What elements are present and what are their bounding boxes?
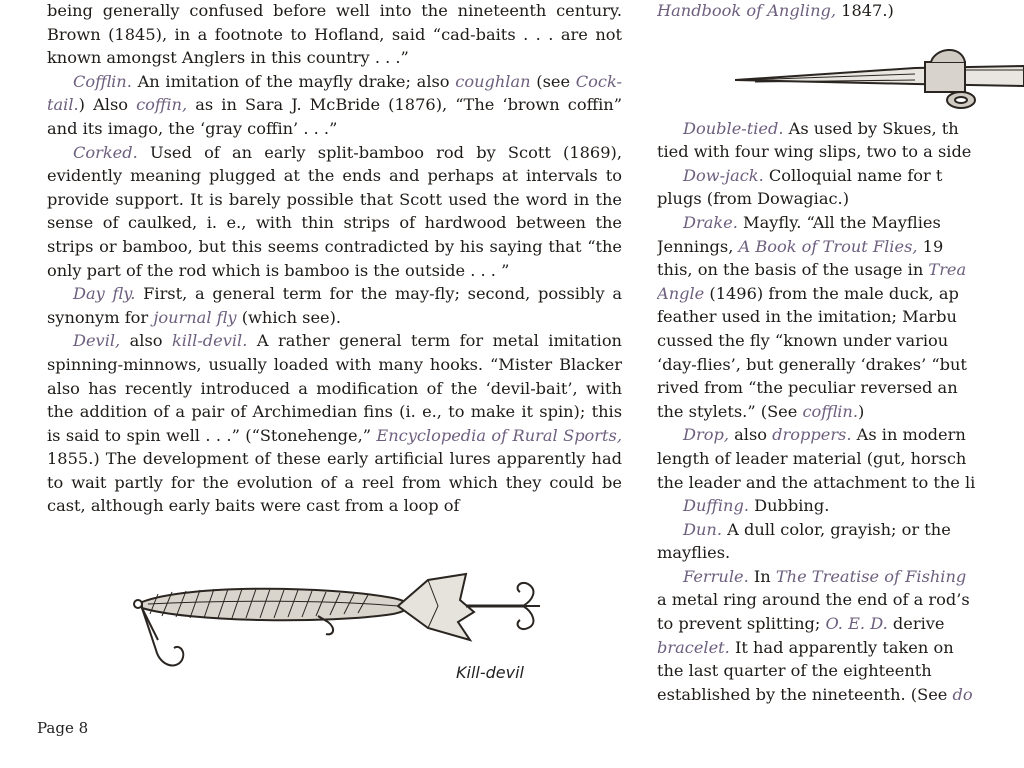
variant: kill-devil. xyxy=(171,331,248,351)
entry-day-fly: Day fly. First, a general term for the may-fly; second, possibly a synonym for journal fly (which see). xyxy=(47,284,622,327)
ferrule-illustration xyxy=(735,40,1024,120)
cross-reference: journal fly xyxy=(153,307,237,327)
right-column-line: Jennings, A Book of Trout Flies, 19 xyxy=(657,236,944,256)
headword: Cofflin. xyxy=(73,71,132,91)
citation: The Treatise of Fishing xyxy=(775,566,967,586)
headword: Duffing. xyxy=(683,496,749,516)
right-column-line: cussed the fly “known under variou xyxy=(657,330,949,350)
variant: coughlan xyxy=(455,71,531,91)
right-column-line: established by the nineteenth. (See do xyxy=(657,684,973,704)
headword: Devil, xyxy=(73,331,121,351)
continuation-citation: Handbook of Angling, 1847.) xyxy=(657,1,894,20)
continuation-paragraph: being generally confused before well into the nineteenth century. Brown (1845), in a footnote to Hofland, said “cad-baits . . . are not known amongst Anglers in this country . . .” xyxy=(47,1,622,68)
right-column-line: this, on the basis of the usage in Trea xyxy=(657,260,967,280)
right-column-line: Ferrule. In The Treatise of Fishing xyxy=(683,566,967,586)
right-column-line: feather used in the imitation; Marbu xyxy=(657,307,957,327)
citation: Angle xyxy=(657,283,705,303)
right-column-line: Angle (1496) from the male duck, ap xyxy=(657,283,959,303)
right-column-line: tied with four wing slips, two to a side xyxy=(657,142,972,162)
right-column-line: Duffing. Dubbing. xyxy=(683,496,830,516)
citation: droppers. xyxy=(772,425,852,445)
right-column-line: the leader and the attachment to the li xyxy=(657,472,976,492)
page-number: Page 8 xyxy=(37,719,89,737)
right-column-line: length of leader material (gut, horsch xyxy=(657,448,967,468)
variant: coffin, xyxy=(136,95,188,115)
right-column-line: Drake. Mayfly. “All the Mayflies xyxy=(683,212,941,232)
right-column-line: Drop, also droppers. As in modern xyxy=(683,425,966,445)
headword: Day fly. xyxy=(73,284,136,304)
headword: Ferrule. xyxy=(683,566,749,586)
citation: Encyclopedia of Rural Sports, xyxy=(376,425,622,445)
citation: bracelet. xyxy=(657,637,730,657)
headword: Drop, xyxy=(683,425,729,445)
entry-cofflin: Cofflin. An imitation of the mayfly drake; also coughlan (see Cock-tail.) Also coffin, as in Sara J. McBride (1876), “The ‘brown coffin” and its imago, the ‘gray coffin’ . . .” xyxy=(47,71,622,138)
left-column xyxy=(47,0,622,518)
right-column-line: the last quarter of the eighteenth xyxy=(657,661,932,681)
right-column-line: a metal ring around the end of a rod’s xyxy=(657,590,970,610)
right-column-line: the stylets.” (See cofflin.) xyxy=(657,401,865,421)
headword: Corked. xyxy=(73,142,138,162)
entry-corked: Corked. Used of an early split-bamboo rod by Scott (1869), evidently meaning plugged at the ends and perhaps at intervals to provide support. It is barely possible that Scott used the word in the sense of caulked, i. e., with thin strips of hardwood between the strips or bamboo, but this seems contradicted by his saying that “the only part of the rod which is bamboo is the outside . . . ” xyxy=(47,142,622,280)
right-entries xyxy=(657,117,1024,707)
cross-reference: Cock-tail. xyxy=(47,71,622,115)
right-column-line: bracelet. It had apparently taken on xyxy=(657,637,954,657)
headword: Drake. xyxy=(683,212,738,232)
right-column-line: mayflies. xyxy=(657,543,731,563)
headword: Double-tied. xyxy=(683,118,784,138)
citation: cofflin. xyxy=(802,401,858,421)
figure-caption: Kill-devil xyxy=(456,663,524,682)
headword: Dow-jack. xyxy=(683,165,764,185)
citation: O. E. D. xyxy=(825,614,888,634)
right-column-line: plugs (from Dowagiac.) xyxy=(657,189,850,209)
right-column-line: rived from “the peculiar reversed an xyxy=(657,378,958,398)
right-column-line: Dow-jack. Colloquial name for t xyxy=(683,165,943,185)
right-column-line: Double-tied. As used by Skues, th xyxy=(683,118,959,138)
citation: do xyxy=(952,684,973,704)
right-column-line: Dun. A dull color, grayish; or the xyxy=(683,519,951,539)
citation: Trea xyxy=(928,260,967,280)
citation: A Book of Trout Flies, xyxy=(738,236,918,256)
headword: Dun. xyxy=(683,519,722,539)
right-column-line: ‘day-flies’, but generally ‘drakes’ “but xyxy=(657,354,967,374)
right-column-line: to prevent splitting; O. E. D. derive xyxy=(657,614,945,634)
entry-devil: Devil, also kill-devil. A rather general term for metal imitation spinning-minnows, usually loaded with many hooks. “Mister Blacker also has recently introduced a modification of the ‘devil-bait’, with the addition of a pair of Archimedian fins (i. e., to make it spin); this is said to spin well . . .” (“Stonehenge,” Encyclopedia of Rural Sports, 1855.) The development of these early artificial lures apparently had to wait partly for the evolution of a reel from which they could be cast, although early baits were cast from a loop of xyxy=(47,331,622,516)
